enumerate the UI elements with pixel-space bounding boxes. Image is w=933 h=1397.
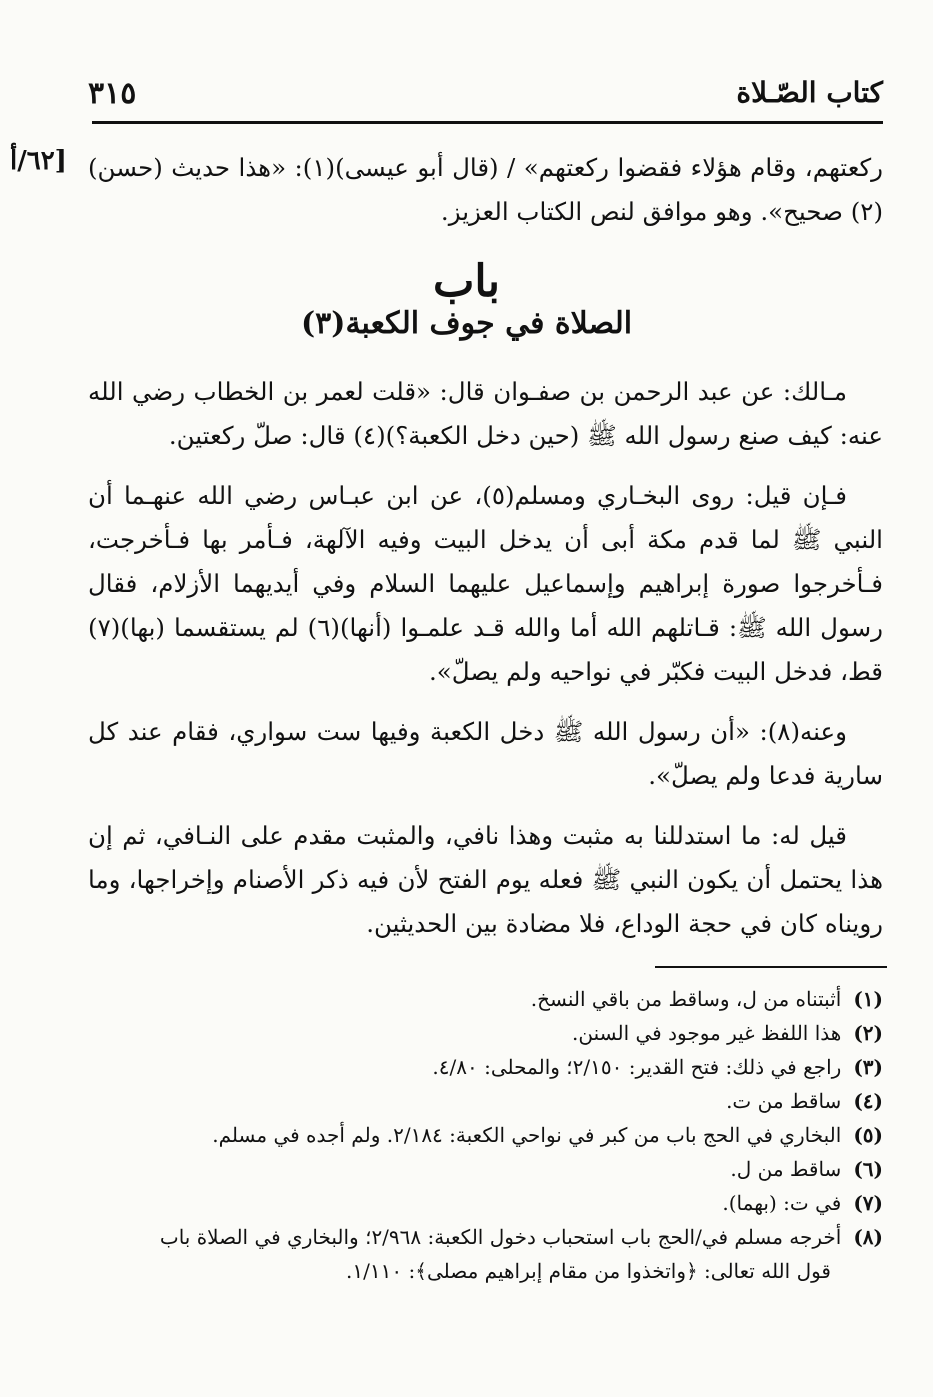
footnote [88, 982, 883, 1016]
paragraph-1 [88, 370, 883, 458]
footnote-text: هذا اللفظ غير موجود في السنن. [572, 1021, 842, 1045]
footnote-number: (٦) [853, 1157, 883, 1181]
footnote [88, 1220, 883, 1254]
header-rule [92, 121, 883, 124]
footnote-text: البخاري في الحج باب من كبر في نواحي الكعبة: ٢/١٨٤. ولم أجده في مسلم. [212, 1123, 842, 1147]
footnote [88, 1050, 883, 1084]
footnote-number: (٥) [853, 1123, 883, 1147]
footnote [88, 1084, 883, 1118]
footnote-text: ساقط من ل. [730, 1157, 842, 1181]
footnote-number: (٤) [853, 1089, 883, 1113]
paragraph-3 [88, 710, 883, 798]
running-header-title: كتاب الصّـلاة [736, 76, 883, 109]
body-paragraph: وعنه(٨): «أن رسول الله ﷺ دخل الكعبة وفيها ست سواري، فقام عند كل سارية فدعا ولم يصلّ». [88, 717, 883, 790]
footnote-number: (٨) [853, 1225, 883, 1249]
body-paragraph: مـالك: عن عبد الرحمن بن صفـوان قال: «قلت لعمر بن الخطاب رضي الله عنه: كيف صنع رسول الله ﷺ (حين دخل الكعبة؟)(٤) قال: صلّ ركعتين. [88, 377, 883, 450]
footnote [88, 1152, 883, 1186]
footnote [88, 1016, 883, 1050]
footnote-text: في ت: (بهما). [722, 1191, 842, 1215]
footnotes [88, 982, 883, 1288]
footnote-text: أخرجه مسلم في/الحج باب استحباب دخول الكعبة: ٢/٩٦٨؛ والبخاري في الصلاة باب [159, 1225, 842, 1249]
paragraph-4 [88, 814, 883, 946]
footnote-number: (٣) [853, 1055, 883, 1079]
manuscript-folio-ref: [٦٢/أ [10, 146, 67, 176]
footnote-text: ساقط من ت. [726, 1089, 842, 1113]
footnote [88, 1186, 883, 1220]
footnote-text: أثبتناه من ل، وساقط من باقي النسخ. [530, 987, 842, 1011]
body-paragraph: فـإن قيل: روى البخـاري ومسلم(٥)، عن ابن عبـاس رضي الله عنهـما أن النبي ﷺ لما قدم مكة أبى أن يدخل البيت وفيه الآلهة، فـأمر بها فـأخرجت، فـأخرجوا صورة إبراهيم وإسماعيل عليهما السلام وفي أيديهما الأزلام، فقال رسول الله ﷺ: قـاتلهم الله أما والله قـد علمـوا (أنها)(٦) لم يستقسما (بها)(٧) قط، فدخل البيت فكبّر في نواحيه ولم يصلّ». [88, 481, 883, 686]
footnote-number: (٢) [853, 1021, 883, 1045]
footnote-text: راجع في ذلك: فتح القدير: ٢/١٥٠؛ والمحلى: ٤/٨٠. [432, 1055, 842, 1079]
body-paragraph: قيل له: ما استدللنا به مثبت وهذا نافي، والمثبت مقدم على النـافي، ثم إن هذا يحتمل أن يكون النبي ﷺ فعله يوم الفتح لأن فيه ذكر الأصنام وإخراجها، وما رويناه كان في حجة الوداع، فلا مضادة بين الحديثين. [88, 821, 883, 938]
chapter-title: الصلاة في جوف الكعبة(٣) [300, 306, 633, 341]
footnote-number: (١) [853, 987, 883, 1011]
footnote [88, 1118, 883, 1152]
intro-paragraph: ركعتهم، وقام هؤلاء فقضوا ركعتهم» / (قال أبو عيسى)(١): «هذا حديث (حسن)(٢) صحيح». وهو موافق لنص الكتاب العزيز. [88, 153, 884, 226]
chapter-word: باب [432, 256, 501, 307]
footnote-number: (٧) [853, 1191, 883, 1215]
intro-block [88, 146, 883, 234]
paragraph-2 [88, 474, 883, 694]
footnote-separator [655, 966, 887, 968]
page-number: ٣١٥ [88, 76, 137, 111]
footnote-continuation: قول الله تعالى: ﴿واتخذوا من مقام إبراهيم مصلى﴾: ١/١١٠. [346, 1259, 831, 1283]
